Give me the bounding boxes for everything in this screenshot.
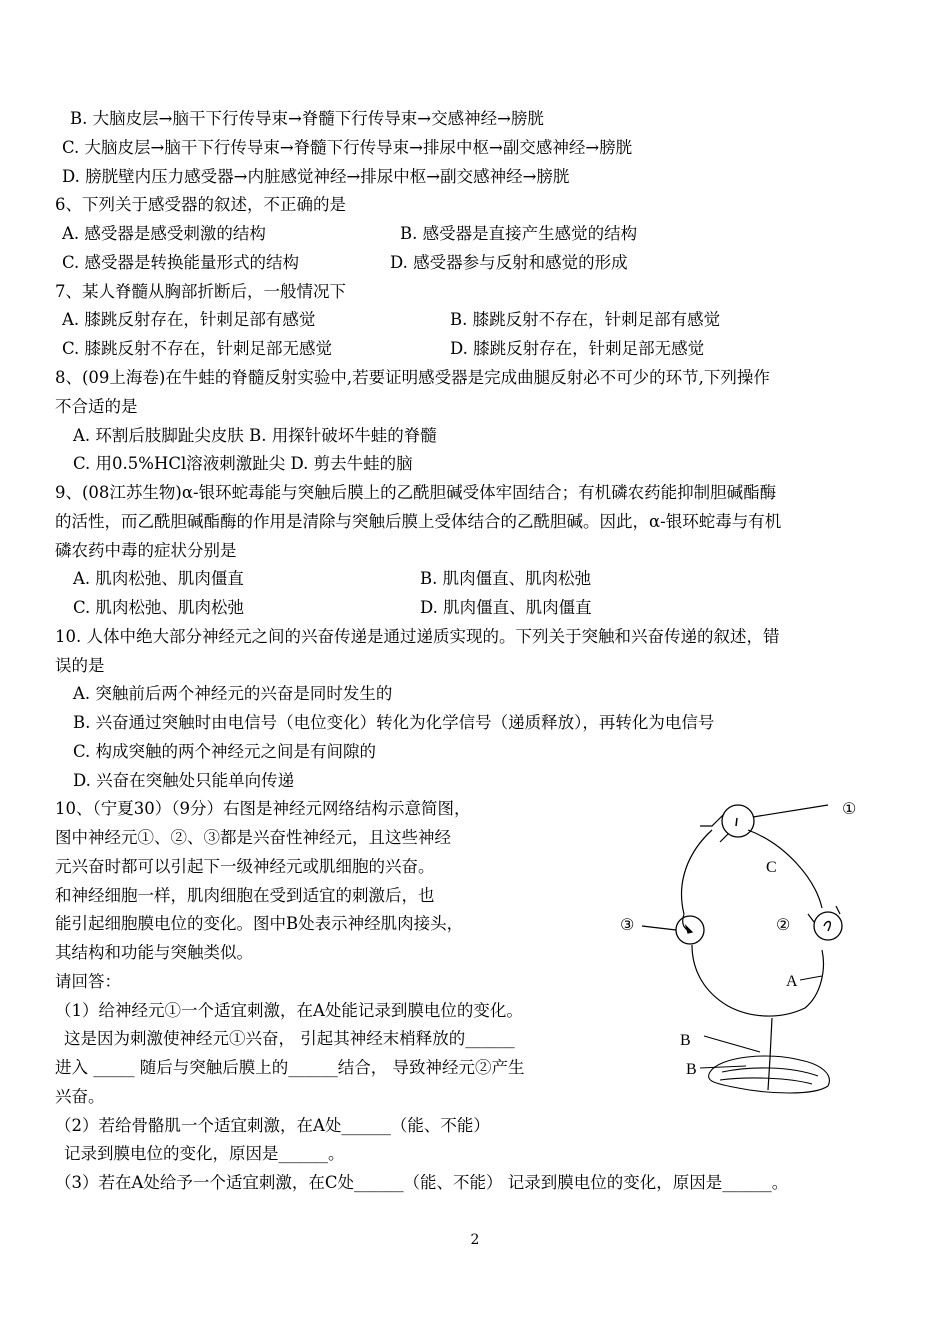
text-line: D. 肌肉僵直、肌肉僵直 <box>420 598 592 617</box>
text-line: A. 感受器是感受刺激的结构 <box>62 224 266 243</box>
text-line: C. 膝跳反射不存在，针刺足部无感觉 <box>62 339 333 358</box>
text-line: 图中神经元①、②、③都是兴奋性神经元，且这些神经 <box>55 828 451 847</box>
neuron-2-nucleus <box>824 922 830 932</box>
neuron-2-body <box>814 912 842 940</box>
text-line: 其结构和功能与突触类似。 <box>55 943 253 962</box>
text-line: A. 突触前后两个神经元的兴奋是同时发生的 <box>73 684 393 703</box>
text-line: 磷农药中毒的症状分别是 <box>55 541 237 560</box>
text-line: 记录到膜电位的变化，原因是______。 <box>64 1144 345 1163</box>
label-C: C <box>766 859 777 876</box>
text-line: A. 肌肉松弛、肌肉僵直 <box>73 569 244 588</box>
neuron-1-dendrite-a <box>700 814 724 826</box>
label-neuron-1: ① <box>842 801 857 818</box>
text-line: 9、(08江苏生物)α-银环蛇毒能与突触后膜上的乙酰胆碱受体牢固结合；有机磷农药能抑制胆碱酯酶 <box>55 483 777 502</box>
text-line: D. 感受器参与反射和感觉的形成 <box>390 253 628 272</box>
text-line: C. 肌肉松弛、肌肉松弛 <box>73 598 245 617</box>
label-B: B <box>680 1032 691 1049</box>
text-line: 的活性，而乙酰胆碱酯酶的作用是清除与突触后膜上受体结合的乙酰胆碱。因此，α-银环蛇毒与有机 <box>55 512 782 531</box>
text-line: B. 肌肉僵直、肌肉松弛 <box>420 569 592 588</box>
text-line: 这是因为刺激使神经元①兴奋， 引起其神经末梢释放的______ <box>64 1029 515 1048</box>
label-B2: B <box>686 1061 697 1078</box>
text-line: （1）给神经元①一个适宜刺激，在A处能记录到膜电位的变化。 <box>55 1001 523 1020</box>
text-line: 和神经细胞一样，肌肉细胞在受到适宜的刺激后，也 <box>55 886 435 905</box>
neuron-1-nucleus <box>736 818 737 826</box>
text-line: （2）若给骨骼肌一个适宜刺激，在A处______（能、不能） <box>55 1116 490 1135</box>
neuron-1-dendrite-b <box>720 834 728 842</box>
text-line: 兴奋。 <box>55 1087 105 1106</box>
text-line: 能引起细胞膜电位的变化。图中B处表示神经肌肉接头， <box>55 914 464 933</box>
text-line: C. 用0.5%HCl溶液刺激趾尖 D. 剪去牛蛙的脑 <box>73 454 413 473</box>
text-line: D. 膝跳反射存在，针刺足部无感觉 <box>450 339 705 358</box>
text-line: D. 兴奋在突触处只能单向传递 <box>73 771 295 790</box>
text-line: 6、下列关于感受器的叙述，不正确的是 <box>55 195 346 214</box>
text-line: B. 膝跳反射不存在，针刺足部有感觉 <box>450 310 721 329</box>
pointer-B2 <box>700 1066 746 1068</box>
text-line: B. 感受器是直接产生感觉的结构 <box>400 224 638 243</box>
text-line: C. 大脑皮层→脑干下行传导束→脊髓下行传导束→排尿中枢→副交感神经→膀胱 <box>62 138 633 157</box>
text-line: 10. 人体中绝大部分神经元之间的兴奋传递是通过递质实现的。下列关于突触和兴奋传递的叙述，错 <box>55 627 780 646</box>
text-line: 7、某人脊髓从胸部折断后，一般情况下 <box>55 282 346 301</box>
text-line: A. 环割后肢脚趾尖皮肤 B. 用探针破坏牛蛙的脊髓 <box>73 426 437 445</box>
pointer-A <box>800 976 822 980</box>
motor-axon <box>768 1018 772 1090</box>
text-line: 请回答： <box>55 972 121 991</box>
text-line: 误的是 <box>55 656 105 675</box>
text-line: C. 构成突触的两个神经元之间是有间隙的 <box>73 742 377 761</box>
pointer-B <box>704 1036 760 1052</box>
text-line: D. 膀胱壁内压力感受器→内脏感觉神经→排尿中枢→副交感神经→膀胱 <box>62 167 570 186</box>
label-A: A <box>786 973 798 990</box>
neuron-1-axon <box>753 805 828 817</box>
text-line: （3）若在A处给予一个适宜刺激，在C处______（能、不能） 记录到膜电位的变化，原因是______。 <box>55 1173 789 1192</box>
text-line: 10、（宁夏30）（9分）右图是神经元网络结构示意简图， <box>55 799 471 818</box>
neuron-1-body <box>722 805 754 837</box>
neuron-3-dendrite <box>642 926 676 930</box>
text-line: 不合适的是 <box>55 397 138 416</box>
label-neuron-3: ③ <box>620 917 635 934</box>
label-neuron-2: ② <box>776 917 791 934</box>
text-line: 元兴奋时都可以引起下一级神经元或肌细胞的兴奋。 <box>55 857 435 876</box>
page-number: 2 <box>470 1232 480 1248</box>
text-line: A. 膝跳反射存在，针刺足部有感觉 <box>62 310 316 329</box>
text-line: B. 兴奋通过突触时由电信号（电位变化）转化为化学信号（递质释放），再转化为电信号 <box>73 713 715 732</box>
neuron-3-nucleus <box>686 926 692 933</box>
text-line: 8、(09上海卷)在牛蛙的脊髓反射实验中,若要证明感受器是完成曲腿反射必不可少的环节,下列操作 <box>55 368 770 387</box>
text-line: C. 感受器是转换能量形式的结构 <box>62 253 300 272</box>
text-line: 进入 _____ 随后与突触后膜上的______结合， 导致神经元②产生 <box>55 1058 525 1077</box>
text-line: B. 大脑皮层→脑干下行传导束→脊髓下行传导束→交感神经→膀胱 <box>70 109 544 128</box>
neuron-network-diagram <box>600 790 900 1110</box>
